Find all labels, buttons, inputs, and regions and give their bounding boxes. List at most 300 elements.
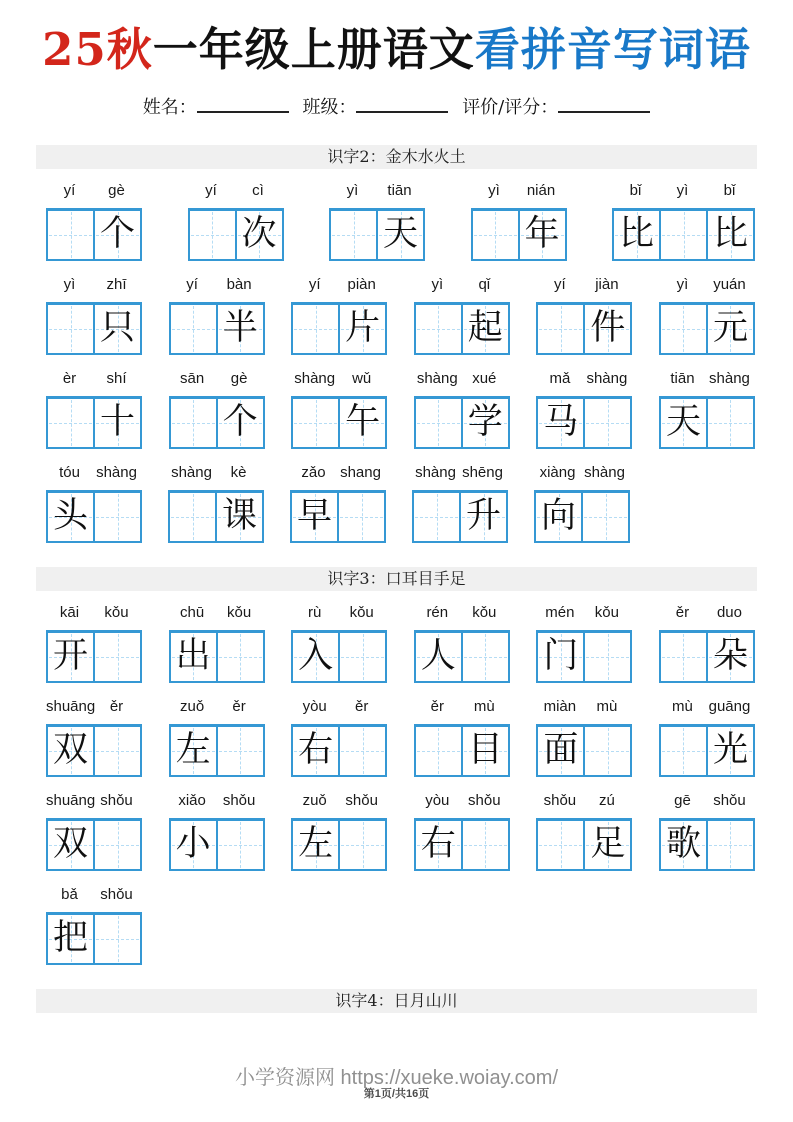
word-row — [46, 276, 755, 355]
character-grid — [46, 818, 142, 871]
char-cell-filled — [48, 633, 93, 681]
character-grid — [290, 490, 386, 543]
pinyin-syllable: ěr — [355, 697, 369, 715]
word-group — [414, 792, 510, 871]
chinese-character: 把 — [52, 918, 88, 959]
char-cell-empty[interactable] — [583, 633, 630, 681]
char-cell-empty[interactable] — [661, 305, 706, 353]
char-cell-empty[interactable] — [706, 399, 753, 447]
pinyin-syllable: shàng — [171, 463, 212, 481]
char-cell-filled — [171, 821, 216, 869]
word-group — [46, 182, 142, 261]
word-group — [412, 464, 508, 543]
pinyin-syllable: wǔ — [352, 369, 372, 387]
pinyin-syllable: yuán — [713, 275, 746, 293]
pinyin-syllable: kǒu — [227, 603, 252, 621]
pinyin-syllable: rù — [308, 603, 322, 621]
pinyin-syllable: shuāng — [46, 697, 96, 715]
char-cell-filled — [48, 493, 93, 541]
char-cell-empty[interactable] — [93, 821, 140, 869]
pinyin-syllable: shǒu — [222, 791, 256, 809]
char-cell-empty[interactable] — [338, 821, 385, 869]
word-group — [169, 792, 265, 871]
pinyin-syllable: yòu — [425, 791, 450, 809]
pinyin-syllable: gè — [230, 369, 248, 387]
chinese-character: 出 — [175, 636, 211, 677]
char-cell-empty[interactable] — [583, 727, 630, 775]
pinyin-syllable: kāi — [59, 603, 80, 621]
char-cell-filled — [583, 821, 630, 869]
word-group — [46, 276, 142, 355]
pinyin-syllable: èr — [62, 369, 77, 387]
character-grid — [414, 818, 510, 871]
word-group — [659, 792, 755, 871]
char-cell-filled — [216, 399, 263, 447]
pinyin-row — [169, 370, 265, 390]
pinyin-row — [534, 464, 630, 484]
character-grid — [46, 912, 142, 965]
character-grid — [536, 724, 632, 777]
pinyin-row — [169, 276, 265, 296]
pinyin-syllable: yí — [63, 181, 76, 199]
pinyin-syllable: piàn — [347, 275, 376, 293]
pinyin-syllable: zǎo — [301, 463, 326, 481]
chinese-character: 半 — [222, 308, 258, 349]
word-group — [290, 464, 386, 543]
sections-container — [0, 145, 793, 1013]
pinyin-syllable: kè — [230, 463, 247, 481]
char-cell-filled — [93, 211, 140, 259]
word-row — [46, 182, 755, 261]
char-cell-empty[interactable] — [331, 211, 376, 259]
pinyin-syllable: ěr — [430, 697, 444, 715]
char-cell-empty[interactable] — [661, 727, 706, 775]
char-cell-filled — [538, 727, 583, 775]
pinyin-syllable: gē — [674, 791, 691, 809]
char-cell-empty[interactable] — [337, 493, 384, 541]
char-cell-filled — [661, 821, 706, 869]
pinyin-row — [536, 698, 632, 718]
pinyin-syllable: nián — [526, 181, 556, 199]
chinese-character: 人 — [420, 636, 456, 677]
pinyin-row — [414, 698, 510, 718]
pinyin-syllable: mén — [545, 603, 575, 621]
pinyin-syllable: ěr — [232, 697, 246, 715]
character-grid — [291, 396, 387, 449]
character-grid — [659, 818, 755, 871]
word-group — [534, 464, 630, 543]
chinese-character: 片 — [345, 308, 381, 349]
chinese-character: 元 — [712, 308, 748, 349]
word-group — [291, 370, 387, 449]
chinese-character: 向 — [540, 496, 576, 537]
pinyin-syllable: chū — [180, 603, 205, 621]
chinese-character: 个 — [222, 402, 258, 443]
char-cell-empty[interactable] — [93, 633, 140, 681]
chinese-character: 天 — [665, 402, 701, 443]
word-group — [536, 698, 632, 777]
char-cell-empty[interactable] — [171, 305, 216, 353]
pinyin-syllable: rén — [426, 603, 449, 621]
pinyin-syllable: yí — [554, 275, 566, 293]
chinese-character: 起 — [467, 308, 503, 349]
pinyin-syllable: shàng — [586, 369, 628, 387]
pinyin-syllable: mù — [596, 697, 618, 715]
chinese-character: 比 — [712, 214, 748, 255]
char-cell-empty[interactable] — [416, 305, 461, 353]
word-group — [169, 604, 265, 683]
char-cell-empty[interactable] — [461, 633, 508, 681]
char-cell-filled — [48, 915, 93, 963]
character-grid — [471, 208, 567, 261]
pinyin-row — [291, 698, 387, 718]
chinese-character: 只 — [99, 308, 135, 349]
char-cell-empty[interactable] — [170, 493, 215, 541]
char-cell-filled — [338, 305, 385, 353]
word-row — [46, 698, 755, 777]
char-cell-empty[interactable] — [338, 633, 385, 681]
chinese-character: 午 — [345, 402, 381, 443]
pinyin-syllable: yì — [63, 275, 76, 293]
pinyin-syllable: shàng — [96, 463, 137, 481]
pinyin-row — [414, 276, 510, 296]
character-grid — [169, 630, 265, 683]
char-cell-empty[interactable] — [416, 727, 461, 775]
page-title — [0, 24, 793, 76]
pinyin-row — [46, 370, 142, 390]
pinyin-syllable: shàng — [709, 369, 750, 387]
pinyin-syllable: shàng — [415, 463, 456, 481]
page-footer — [0, 1061, 793, 1101]
char-cell-empty[interactable] — [93, 493, 140, 541]
pinyin-syllable: kǒu — [472, 603, 497, 621]
character-grid — [536, 396, 632, 449]
pinyin-syllable: sān — [180, 369, 205, 387]
chinese-character: 头 — [52, 496, 88, 537]
char-cell-filled — [538, 399, 583, 447]
chinese-character: 个 — [99, 214, 135, 255]
chinese-character: 早 — [296, 496, 332, 537]
word-group — [471, 182, 567, 261]
pinyin-syllable: mǎ — [549, 369, 571, 387]
char-cell-empty[interactable] — [538, 305, 583, 353]
word-group — [536, 792, 632, 871]
char-cell-empty[interactable] — [293, 305, 338, 353]
name-blank[interactable] — [197, 95, 289, 113]
char-cell-filled — [706, 727, 753, 775]
char-cell-empty[interactable] — [538, 821, 583, 869]
char-cell-empty[interactable] — [48, 305, 93, 353]
chinese-character: 光 — [712, 730, 748, 771]
pinyin-row — [46, 276, 142, 296]
character-grid — [46, 630, 142, 683]
pinyin-row — [536, 276, 632, 296]
char-cell-filled — [416, 633, 461, 681]
char-cell-empty[interactable] — [216, 821, 263, 869]
title-subject-part: 看拼音写词语 — [474, 23, 751, 76]
pinyin-syllable: zuǒ — [180, 697, 205, 715]
char-cell-empty[interactable] — [583, 399, 630, 447]
pinyin-syllable: ěr — [675, 603, 690, 621]
character-grid — [659, 302, 755, 355]
pinyin-syllable: zhī — [106, 275, 127, 293]
section-header: 识字4：日月山川 — [36, 989, 757, 1013]
pinyin-row — [659, 370, 755, 390]
char-cell-filled — [292, 493, 337, 541]
character-grid — [188, 208, 284, 261]
word-row — [46, 792, 755, 871]
chinese-character: 足 — [590, 824, 626, 865]
character-grid — [612, 208, 755, 261]
char-cell-filled — [48, 821, 93, 869]
pinyin-syllable: xué — [472, 369, 497, 387]
word-group — [414, 698, 510, 777]
character-grid — [291, 630, 387, 683]
pinyin-syllable: kǒu — [104, 603, 129, 621]
char-cell-filled — [706, 211, 753, 259]
score-field — [462, 93, 650, 119]
char-cell-filled — [461, 727, 508, 775]
char-cell-empty[interactable] — [659, 211, 706, 259]
word-group — [659, 698, 755, 777]
char-cell-filled — [706, 305, 753, 353]
char-cell-filled — [215, 493, 262, 541]
character-grid — [659, 630, 755, 683]
pinyin-syllable: gè — [108, 181, 125, 199]
chinese-character: 入 — [298, 636, 334, 677]
pinyin-row — [168, 464, 264, 484]
pinyin-row — [536, 792, 632, 812]
chinese-character: 年 — [524, 214, 560, 255]
pinyin-syllable: shǒu — [468, 791, 501, 809]
chinese-character: 双 — [52, 824, 88, 865]
pinyin-syllable: yì — [346, 181, 359, 199]
pinyin-syllable: miàn — [543, 697, 577, 715]
pinyin-syllable: kǒu — [594, 603, 619, 621]
pinyin-syllable: shàng — [584, 463, 625, 481]
pinyin-syllable: kǒu — [349, 603, 374, 621]
chinese-character: 双 — [52, 730, 88, 771]
word-group — [291, 604, 387, 683]
character-grid — [536, 818, 632, 871]
chinese-character: 目 — [467, 730, 503, 771]
pinyin-syllable: yí — [205, 181, 217, 199]
watermark-text: 小学资源网 https://xueke.woiay.com/ — [234, 1066, 559, 1089]
char-cell-empty[interactable] — [171, 399, 216, 447]
pinyin-row — [536, 370, 632, 390]
char-cell-empty[interactable] — [414, 493, 459, 541]
pinyin-syllable: yì — [431, 275, 444, 293]
chinese-character: 比 — [618, 214, 654, 255]
pinyin-syllable: shàng — [416, 369, 458, 387]
pinyin-syllable: jiàn — [595, 275, 619, 293]
character-grid — [46, 490, 142, 543]
score-label: 评价/评分： — [462, 96, 559, 118]
word-group — [536, 276, 632, 355]
chinese-character: 天 — [382, 214, 418, 255]
char-cell-filled — [614, 211, 659, 259]
character-grid — [46, 302, 142, 355]
char-cell-filled — [583, 305, 630, 353]
word-group — [168, 464, 264, 543]
char-cell-filled — [293, 821, 338, 869]
char-cell-empty[interactable] — [706, 821, 753, 869]
char-cell-empty[interactable] — [216, 727, 263, 775]
word-group — [659, 276, 755, 355]
character-grid — [659, 396, 755, 449]
pinyin-row — [290, 464, 386, 484]
char-cell-empty[interactable] — [581, 493, 628, 541]
char-cell-empty[interactable] — [473, 211, 518, 259]
word-row — [46, 464, 755, 543]
student-info-line — [0, 93, 793, 119]
pinyin-syllable: yí — [308, 275, 321, 293]
chinese-character: 开 — [52, 636, 88, 677]
word-group — [169, 698, 265, 777]
pinyin-syllable: zú — [598, 791, 615, 809]
pinyin-syllable: yòu — [302, 697, 327, 715]
pinyin-row — [414, 604, 510, 624]
pinyin-row — [414, 792, 510, 812]
char-cell-filled — [538, 633, 583, 681]
chinese-character: 十 — [99, 402, 135, 443]
pinyin-row — [46, 604, 142, 624]
chinese-character: 马 — [543, 402, 579, 443]
word-group — [169, 276, 265, 355]
char-cell-empty[interactable] — [338, 727, 385, 775]
pinyin-syllable: cì — [252, 181, 264, 199]
chinese-character: 朵 — [712, 636, 748, 677]
word-group — [536, 604, 632, 683]
pinyin-syllable: bǎ — [61, 885, 78, 903]
section-header: 识字2：金木水火土 — [36, 145, 757, 169]
pinyin-syllable: shǒu — [100, 885, 133, 903]
pinyin-row — [291, 792, 387, 812]
char-cell-empty[interactable] — [461, 821, 508, 869]
pinyin-syllable: ěr — [109, 697, 124, 715]
pinyin-row — [188, 182, 284, 202]
chinese-character: 升 — [465, 496, 501, 537]
char-cell-filled — [235, 211, 282, 259]
pinyin-syllable: shàng — [294, 369, 336, 387]
pinyin-syllable: shí — [106, 369, 127, 387]
char-cell-empty[interactable] — [93, 727, 140, 775]
pinyin-row — [414, 370, 510, 390]
score-blank[interactable] — [558, 95, 650, 113]
character-grid — [169, 724, 265, 777]
word-group — [612, 182, 755, 261]
char-cell-filled — [93, 305, 140, 353]
character-grid — [414, 396, 510, 449]
word-group — [46, 698, 142, 777]
pinyin-row — [46, 464, 142, 484]
character-grid — [169, 302, 265, 355]
pinyin-syllable: shang — [340, 463, 381, 481]
character-grid — [169, 818, 265, 871]
word-row — [46, 370, 755, 449]
page-number: 第1页/共16页 — [363, 1087, 430, 1100]
word-group — [46, 464, 142, 543]
pinyin-syllable: tóu — [59, 463, 80, 481]
pinyin-row — [659, 276, 755, 296]
character-grid — [412, 490, 508, 543]
pinyin-row — [659, 792, 755, 812]
char-cell-filled — [461, 399, 508, 447]
pinyin-row — [612, 182, 755, 202]
pinyin-syllable: shǒu — [345, 791, 378, 809]
pinyin-row — [169, 698, 265, 718]
char-cell-filled — [216, 305, 263, 353]
char-cell-empty[interactable] — [293, 399, 338, 447]
word-group — [659, 604, 755, 683]
pinyin-row — [536, 604, 632, 624]
pinyin-row — [291, 276, 387, 296]
character-grid — [536, 302, 632, 355]
pinyin-row — [169, 792, 265, 812]
class-field — [302, 93, 448, 119]
word-group — [414, 276, 510, 355]
character-grid — [169, 396, 265, 449]
chinese-character: 左 — [298, 824, 334, 865]
char-cell-empty[interactable] — [661, 633, 706, 681]
char-cell-empty[interactable] — [216, 633, 263, 681]
chinese-character: 左 — [175, 730, 211, 771]
class-blank[interactable] — [356, 95, 448, 113]
pinyin-row — [46, 886, 142, 906]
char-cell-filled — [661, 399, 706, 447]
character-grid — [534, 490, 630, 543]
character-grid — [659, 724, 755, 777]
char-cell-empty[interactable] — [93, 915, 140, 963]
chinese-character: 课 — [221, 496, 257, 537]
word-group — [46, 370, 142, 449]
word-group — [536, 370, 632, 449]
word-group — [188, 182, 284, 261]
pinyin-syllable: yì — [676, 181, 689, 199]
char-cell-filled — [376, 211, 423, 259]
char-cell-empty[interactable] — [190, 211, 235, 259]
pinyin-syllable: qǐ — [478, 275, 491, 293]
title-grade-part: 一年级上册语文 — [152, 23, 475, 76]
char-cell-filled — [293, 633, 338, 681]
pinyin-row — [291, 604, 387, 624]
character-grid — [414, 302, 510, 355]
char-cell-empty[interactable] — [48, 399, 93, 447]
char-cell-filled — [536, 493, 581, 541]
char-cell-filled — [171, 633, 216, 681]
char-cell-filled — [338, 399, 385, 447]
chinese-character: 次 — [241, 214, 277, 255]
char-cell-empty[interactable] — [416, 399, 461, 447]
pinyin-syllable: xiǎo — [178, 791, 206, 809]
word-group — [291, 276, 387, 355]
char-cell-empty[interactable] — [48, 211, 93, 259]
word-group — [46, 886, 142, 965]
pinyin-syllable: shǒu — [713, 791, 746, 809]
pinyin-row — [329, 182, 425, 202]
chinese-character: 歌 — [665, 824, 701, 865]
pinyin-syllable: shēng — [462, 463, 503, 481]
word-row — [46, 604, 755, 683]
pinyin-syllable: guāng — [708, 697, 751, 715]
char-cell-filled — [93, 399, 140, 447]
pinyin-syllable: shǒu — [100, 791, 133, 809]
pinyin-row — [471, 182, 567, 202]
character-grid — [291, 302, 387, 355]
pinyin-syllable: xiàng — [539, 463, 576, 481]
character-grid — [168, 490, 264, 543]
pinyin-syllable: yì — [676, 275, 689, 293]
